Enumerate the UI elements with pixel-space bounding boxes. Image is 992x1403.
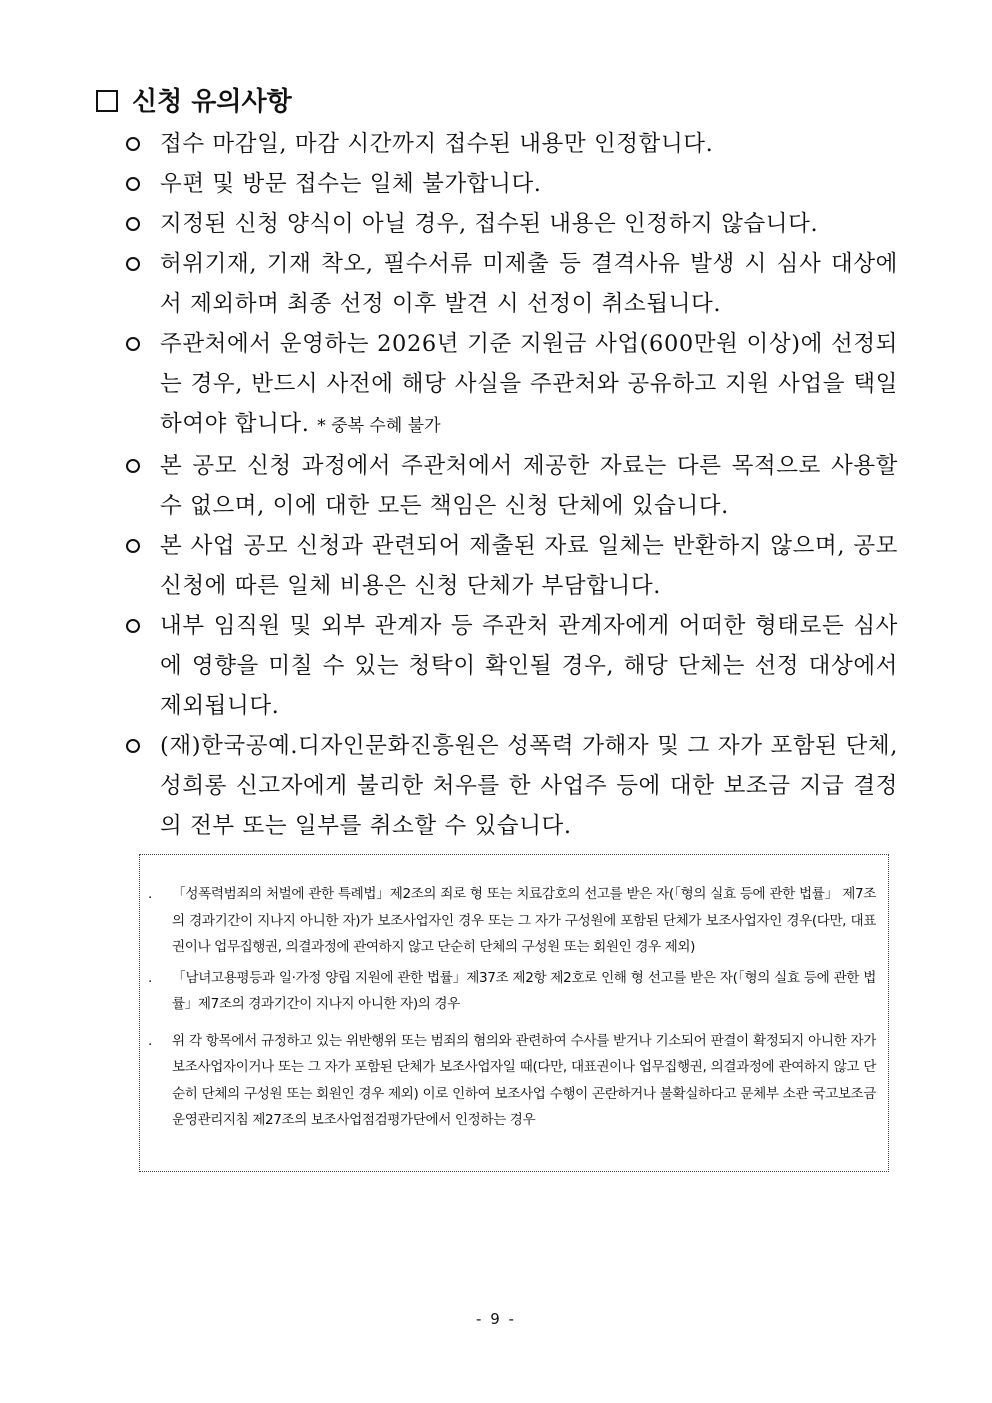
circle-bullet-icon — [126, 257, 140, 271]
duplicate-benefit-note: * 중복 수혜 불가 — [317, 416, 441, 436]
notice-list — [120, 124, 898, 846]
legal-note — [146, 1028, 876, 1134]
note-mark: . — [148, 886, 152, 902]
circle-bullet-icon — [126, 739, 140, 753]
circle-bullet-icon — [126, 177, 140, 191]
list-item-text: 본 공모 신청 과정에서 주관처에서 제공한 자료는 다른 목적으로 사용할 수 없으며, 이에 대한 모든 책임은 신청 단체에 있습니다. — [160, 453, 899, 519]
circle-bullet-icon — [126, 337, 140, 351]
circle-bullet-icon — [126, 459, 140, 473]
legal-note-text: 위 각 항목에서 규정하고 있는 위반행위 또는 범죄의 혐의와 관련하여 수사를 받거나 기소되어 판결이 확정되지 아니한 자가 보조사업자이거나 또는 그 자가 포함된 단체가 보조사업자일 때(다만, 대표권이나 업무집행권, 의결과정에 관여하지 않고 단순히 단체의 구성원 또는 회원인 경우 제외) 이로 인하여 보조사업 수행이 곤란하거나 불확실하다고 문체부 소관 국고보조금 운영관리지침 제27조의 보조사업점검평가단에서 인정하는 경우 — [172, 1032, 876, 1128]
list-item-text: 본 사업 공모 신청과 관련되어 제출된 자료 일체는 반환하지 않으며, 공모 신청에 따른 일체 비용은 신청 단체가 부담합니다. — [160, 533, 898, 599]
list-item — [120, 526, 898, 606]
list-item-text: 허위기재, 기재 착오, 필수서류 미제출 등 결격사유 발생 시 심사 대상에서 제외하며 최종 선정 이후 발견 시 선정이 취소됩니다. — [160, 251, 898, 317]
legal-notes-box — [139, 854, 889, 1172]
note-mark: . — [148, 1032, 152, 1049]
circle-bullet-icon — [126, 217, 140, 231]
legal-note-text: 「남녀고용평등과 일·가정 양립 지원에 관한 법률」제37조 제2항 제2호로 인해 형 선고를 받은 자(「형의 실효 등에 관한 법률」제7조의 경과기간이 지나지 아니한 자)의 경우 — [172, 969, 876, 1012]
legal-note-text: 「성폭력범죄의 처벌에 관한 특례법」제2조의 죄로 형 또는 치료감호의 선고를 받은 자(「형의 실효 등에 관한 법률」 제7조의 경과기간이 지나지 아니한 자)가 보조사업자인 경우 또는 그 자가 구성원에 포함된 단체가 보조사업자인 경우(다만, 대표권이나 업무집행권, 의결과정에 관여하지 않고 단순히 단체의 구성원 또는 회원인 경우 제외) — [172, 886, 876, 955]
note-mark: . — [148, 969, 152, 986]
list-item-text: (재)한국공예.디자인문화진흥원은 성폭력 가해자 및 그 자가 포함된 단체, 성희롱 신고자에게 불리한 처우를 한 사업주 등에 대한 보조금 지급 결정의 전부 또는 일부를 취소할 수 있습니다. — [160, 733, 898, 839]
list-item-text: 지정된 신청 양식이 아닐 경우, 접수된 내용은 인정하지 않습니다. — [160, 211, 819, 237]
legal-note — [146, 881, 876, 961]
list-item — [120, 606, 898, 726]
list-item-text: 내부 임직원 및 외부 관계자 등 주관처 관계자에게 어떠한 형태로든 심사에 영향을 미칠 수 있는 청탁이 확인될 경우, 해당 단체는 선정 대상에서 제외됩니다. — [160, 613, 898, 719]
legal-note — [146, 965, 876, 1018]
list-item-text-with-note — [160, 324, 898, 446]
list-item — [120, 324, 898, 446]
section-title: 신청 유의사항 — [132, 87, 292, 117]
list-item — [120, 446, 898, 526]
list-item-text: 주관처에서 운영하는 2026년 기준 지원금 사업(600만원 이상)에 선정되는 경우, 반드시 사전에 해당 사실을 주관처와 공유하고 지원 사업을 택일하여야 합니다. — [160, 331, 898, 437]
list-item — [120, 204, 898, 244]
list-item — [120, 726, 898, 846]
circle-bullet-icon — [126, 539, 140, 553]
checkbox-square-icon — [96, 90, 118, 112]
section-heading — [96, 84, 292, 120]
page-number: - 9 - — [476, 1310, 516, 1328]
list-item-text: 접수 마감일, 마감 시간까지 접수된 내용만 인정합니다. — [160, 131, 714, 157]
list-item — [120, 164, 898, 204]
list-item — [120, 244, 898, 324]
list-item — [120, 124, 898, 164]
list-item-text: 우편 및 방문 접수는 일체 불가합니다. — [160, 171, 542, 197]
circle-bullet-icon — [126, 619, 140, 633]
circle-bullet-icon — [126, 137, 140, 151]
